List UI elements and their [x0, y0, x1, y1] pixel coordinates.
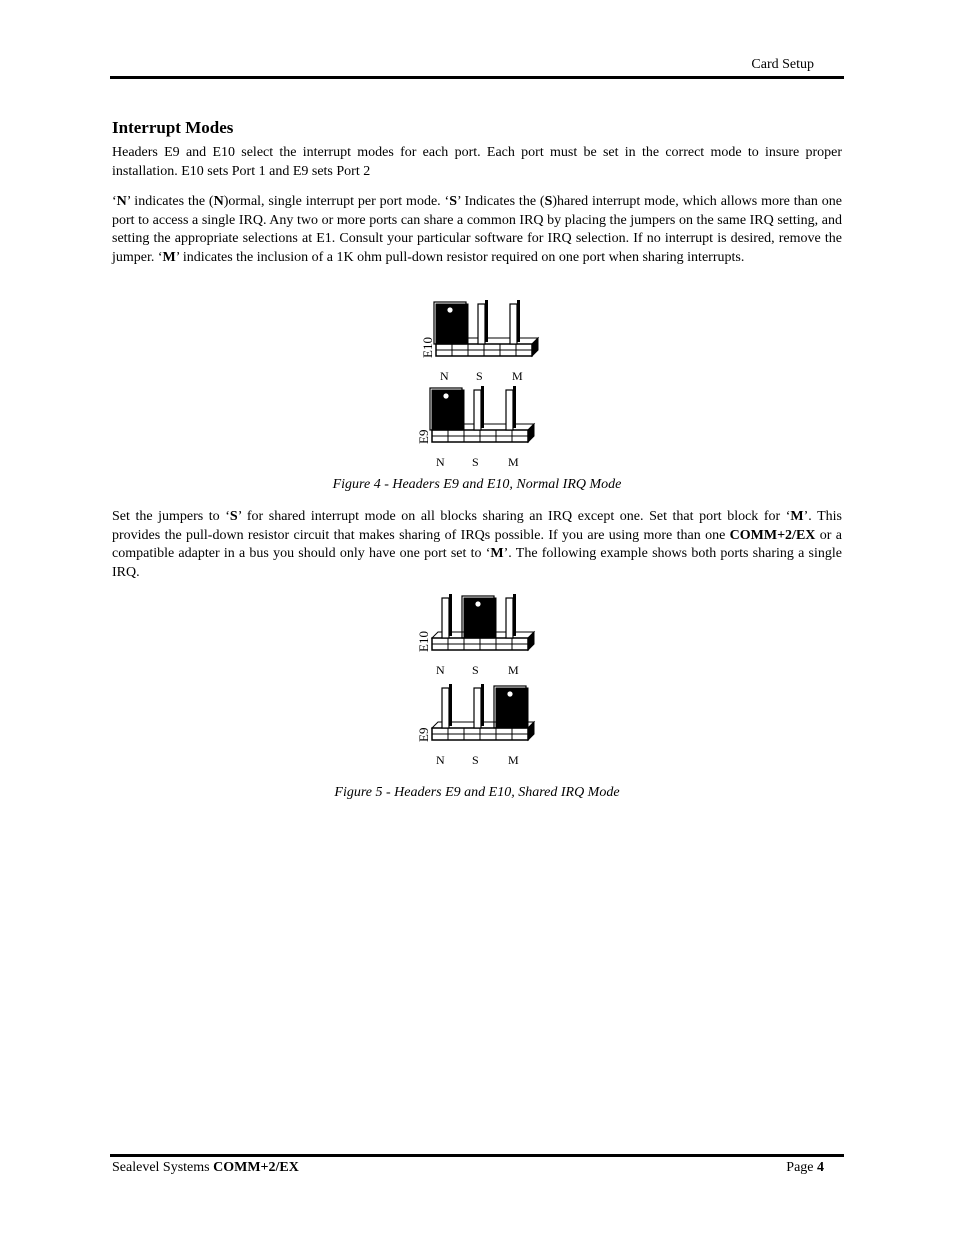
pin-label-n: N — [440, 369, 449, 383]
jumper-dot — [475, 601, 480, 606]
header-label-e9: E9 — [416, 727, 431, 742]
section-title: Interrupt Modes — [112, 118, 234, 137]
paragraph-intro: Headers E9 and E10 select the interrupt modes for each port. Each port must be set in the correct mode to insure proper installation. E10 sets Port 1 and E9 sets Port 2 — [112, 145, 842, 179]
pin-label-s: S — [472, 663, 479, 677]
pin-label-s: S — [472, 753, 479, 767]
pin-label-m: M — [508, 753, 519, 767]
pin-M — [506, 390, 513, 430]
pin-S — [474, 688, 481, 728]
footer-rule — [110, 1154, 844, 1157]
header-diagram-fig5-e10 — [406, 594, 546, 684]
header-svg — [406, 684, 546, 754]
header-svg — [410, 300, 550, 370]
header-label-e10: E10 — [420, 337, 435, 358]
footer-company: Sealevel Systems COMM+2/EX — [112, 1160, 299, 1175]
header-svg — [406, 386, 546, 456]
pin-label-n: N — [436, 455, 445, 469]
jumper-dot — [507, 691, 512, 696]
pin-shadow — [481, 684, 484, 726]
header-svg — [406, 594, 546, 664]
pin-S — [478, 304, 485, 344]
pin-shadow — [517, 300, 520, 342]
pin-N — [442, 688, 449, 728]
pin-label-m: M — [508, 455, 519, 469]
paragraph-modes: ‘N’ indicates the (N)ormal, single interrupt per port mode. ‘S’ Indicates the (S)hared interrupt mode, which allows more than one port to access a single IRQ. Any two or more ports can share a common IRQ by placing the jumpers on the same IRQ setting, and setting the appropriate selections at E1. Consult your particular software for IRQ selection. If no interrupt is desired, remove the jumper. ‘M’ indicates the inclusion of a 1K ohm pull-down resistor required on one port when sharing interrupts. — [112, 194, 842, 265]
jumper-dot — [443, 393, 448, 398]
jumper-dot — [447, 307, 452, 312]
figure-4-caption: Figure 4 - Headers E9 and E10, Normal IRQ Mode — [332, 477, 622, 492]
pin-shadow — [449, 594, 452, 636]
pin-label-n: N — [436, 663, 445, 677]
pin-shadow — [485, 300, 488, 342]
header-label-e10: E10 — [416, 631, 431, 652]
paragraph-shared: Set the jumpers to ‘S’ for shared interrupt mode on all blocks sharing an IRQ except one. Set that port block for ‘M’. This provides the pull-down resistor circuit that makes sharing of IRQs possible. If you are using more than one COMM+2/EX or a compatible adapter in a bus you should only have one port set to ‘M’. The following example shows both ports sharing a single IRQ. — [112, 509, 842, 580]
pin-shadow — [449, 684, 452, 726]
pin-label-n: N — [436, 753, 445, 767]
pin-N — [442, 598, 449, 638]
pin-shadow — [513, 594, 516, 636]
pin-label-s: S — [472, 455, 479, 469]
header-diagram-fig4-e9 — [406, 386, 546, 476]
pin-M — [506, 598, 513, 638]
pin-shadow — [513, 386, 516, 428]
pin-label-m: M — [512, 369, 523, 383]
header-diagram-fig4-e10 — [410, 300, 550, 390]
pin-shadow — [481, 386, 484, 428]
pin-label-s: S — [476, 369, 483, 383]
pin-S — [474, 390, 481, 430]
pin-label-m: M — [508, 663, 519, 677]
pin-M — [510, 304, 517, 344]
header-diagram-fig5-e9 — [406, 684, 546, 774]
figure-5-caption: Figure 5 - Headers E9 and E10, Shared IRQ Mode — [334, 785, 620, 800]
header-rule — [110, 76, 844, 79]
header-label-e9: E9 — [416, 429, 431, 444]
running-header: Card Setup — [751, 57, 814, 72]
footer-page: Page 4 — [786, 1160, 824, 1175]
